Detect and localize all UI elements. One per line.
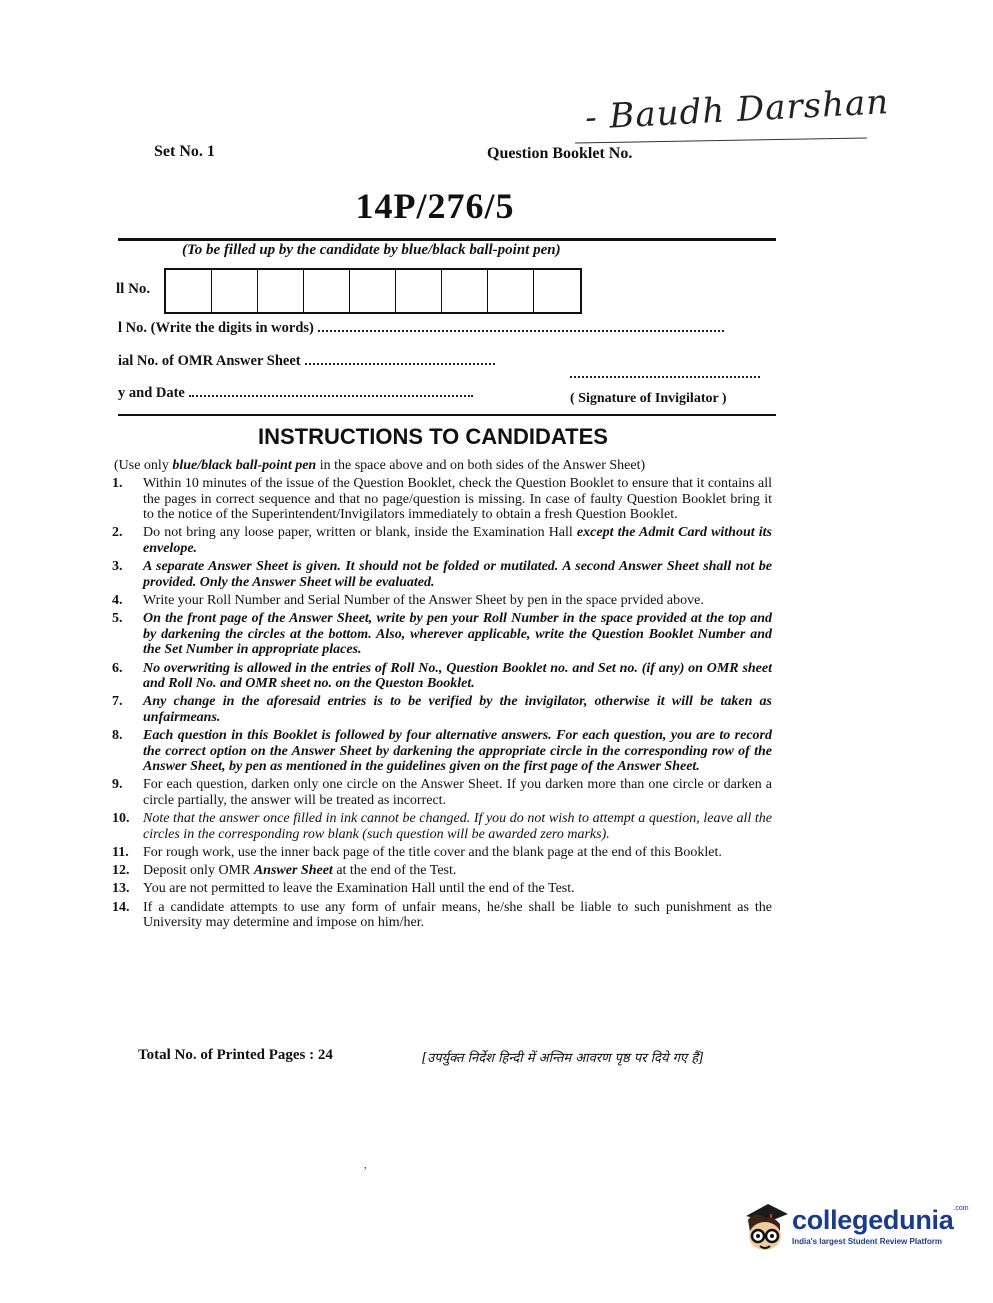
stray-mark: , xyxy=(364,1160,367,1171)
date-label: y and Date xyxy=(118,385,185,401)
date-row xyxy=(118,383,473,402)
instruction-text xyxy=(143,863,772,879)
instruction-number: 6. xyxy=(112,660,123,676)
instruction-text-after: at the end of the Test. xyxy=(332,863,457,879)
instruction-text-emphasis: Answer Sheet xyxy=(253,863,333,879)
roll-digit-box[interactable] xyxy=(442,270,488,312)
instruction-text: For each question, darken only one circle on the Answer Sheet. If you darken more than one circle or darken a circle partially, the answer will be treated as incorrect. xyxy=(143,777,772,809)
instruction-item xyxy=(112,811,772,842)
instruction-text: On the front page of the Answer Sheet, write by pen your Roll Number in the space provided at the top and by darkening the circles at the bottom. Also, wherever applicable, write the Question Booklet Number and the Set Number in appropriate places. xyxy=(143,611,772,658)
use-only-note xyxy=(114,458,774,474)
instruction-number: 11. xyxy=(112,845,129,860)
instruction-text: A separate Answer Sheet is given. It should not be folded or mutilated. A second Answer Sheet shall not be provided. Only the Answer Sheet will be evaluated. xyxy=(143,559,772,590)
logo-name: collegedunia xyxy=(792,1204,954,1235)
set-number: Set No. 1 xyxy=(154,143,215,160)
instruction-text-emphasis: except the Admit Card without its envelope. xyxy=(143,525,772,556)
handwritten-note: - Baudh Darshan xyxy=(584,82,891,138)
instruction-item xyxy=(112,728,772,775)
instruction-text: Any change in the aforesaid entries is to be verified by the invigilator, otherwise it will be taken as unfairmeans. xyxy=(143,694,772,725)
total-printed-pages: Total No. of Printed Pages : 24 xyxy=(138,1047,333,1063)
omr-serial-row xyxy=(118,351,495,370)
roll-digit-box[interactable] xyxy=(304,270,350,312)
instruction-item xyxy=(112,845,772,861)
instruction-item xyxy=(112,593,772,609)
question-booklet-number: Question Booklet No. xyxy=(487,145,633,162)
instruction-number: 13. xyxy=(112,881,130,897)
form-bottom-rule xyxy=(118,414,776,416)
logo-tagline: India's largest Student Review Platform xyxy=(792,1236,942,1246)
instructions-heading: INSTRUCTIONS TO CANDIDATES xyxy=(258,424,608,449)
date-field[interactable] xyxy=(189,383,473,397)
instruction-text: No overwriting is allowed in the entries of Roll No., Question Booklet no. and Set no. (if any) on OMR sheet and Roll No. and OMR sheet no. on the Queston Booklet. xyxy=(143,660,772,692)
instruction-number: 5. xyxy=(112,611,123,627)
instruction-text-plain: Do not bring any loose paper, written or blank, inside the Examination Hall xyxy=(143,525,577,541)
logo-suffix: .com xyxy=(953,1204,969,1212)
signature-field[interactable] xyxy=(570,368,760,378)
instruction-text: Write your Roll Number and Serial Number of the Answer Sheet by pen in the space prvided above. xyxy=(143,592,704,608)
roll-digit-box[interactable] xyxy=(534,270,580,312)
roll-digit-box[interactable] xyxy=(212,270,258,312)
roll-no-words-field[interactable] xyxy=(318,318,724,332)
instruction-item xyxy=(112,863,772,879)
instruction-item xyxy=(112,694,772,725)
roll-digit-box[interactable] xyxy=(350,270,396,312)
instruction-item xyxy=(112,881,772,897)
roll-digit-box[interactable] xyxy=(166,270,212,312)
instruction-number: 7. xyxy=(112,694,123,710)
instruction-text: Within 10 minutes of the issue of the Question Booklet, check the Question Booklet to ensure that it contains all the pages in correct sequence and that no page/question is missing. In case of faulty Question Booklet bring it to the notice of the Superintendent/Invigilators immediately to obtain a fresh Question Booklet. xyxy=(143,476,772,523)
fill-note: (To be filled up by the candidate by blue/black ball-point pen) xyxy=(182,242,561,258)
signature-label: ( Signature of Invigilator ) xyxy=(570,391,727,406)
instruction-text: For rough work, use the inner back page of the title cover and the blank page at the end of this Booklet. xyxy=(143,845,722,860)
instruction-text-plain: Deposit only OMR xyxy=(143,863,254,879)
paper-code: 14P/276/5 xyxy=(355,186,515,226)
instruction-number: 1. xyxy=(112,476,123,491)
instruction-number: 8. xyxy=(112,728,123,744)
instruction-item xyxy=(112,900,772,931)
roll-no-boxes[interactable] xyxy=(164,268,582,314)
handwritten-underline xyxy=(575,137,867,143)
use-only-suffix: in the space above and on both sides of the Answer Sheet) xyxy=(316,458,646,473)
use-only-prefix: (Use only xyxy=(114,458,173,473)
instruction-text: Each question in this Booklet is followed by four alternative answers. For each question, you are to record the correct option on the Answer Sheet by darkening the appropriate circle in the corresponding row of the Answer Sheet, by pen as mentioned in the guidelines given on the first page of the Answer Sheet. xyxy=(143,728,772,775)
instruction-number: 14. xyxy=(112,899,130,915)
instruction-number: 9. xyxy=(112,777,123,793)
form-top-rule xyxy=(118,238,776,241)
omr-serial-field[interactable] xyxy=(305,351,495,365)
instruction-text: If a candidate attempts to use any form of unfair means, he/she shall be liable to such punishment as the University may determine and impose on him/her. xyxy=(143,899,772,931)
instructions-list xyxy=(112,476,772,933)
roll-no-words-row xyxy=(118,318,724,337)
instruction-item xyxy=(112,476,772,523)
use-only-emphasis: blue/black ball-point pen xyxy=(172,458,317,473)
instruction-item xyxy=(112,777,772,808)
hindi-note: [उपर्युक्त निर्देश हिन्दी में अन्तिम आवरण पृष्ठ पर दिये गए हैं] xyxy=(422,1051,704,1066)
instruction-number: 4. xyxy=(112,592,123,608)
instruction-number: 12. xyxy=(112,863,130,879)
instruction-item xyxy=(112,661,772,692)
omr-serial-label: ial No. of OMR Answer Sheet xyxy=(118,353,301,369)
instruction-item xyxy=(112,525,772,556)
roll-no-label: ll No. xyxy=(116,281,151,297)
instruction-number: 3. xyxy=(112,559,123,575)
collegedunia-logo[interactable] xyxy=(740,1196,969,1254)
roll-no-words-label: l No. (Write the digits in words) xyxy=(118,320,314,336)
instruction-number: 10. xyxy=(112,811,130,827)
roll-digit-box[interactable] xyxy=(488,270,534,312)
mascot-icon xyxy=(740,1196,790,1254)
roll-digit-box[interactable] xyxy=(396,270,442,312)
logo-text xyxy=(792,1205,969,1246)
instruction-number: 2. xyxy=(112,525,123,541)
instruction-text: You are not permitted to leave the Examination Hall until the end of the Test. xyxy=(143,881,575,897)
instruction-text: Note that the answer once filled in ink cannot be changed. If you do not wish to attempt a question, leave all the circles in the corresponding row blank (such question will be awarded zero marks). xyxy=(143,811,772,842)
roll-digit-box[interactable] xyxy=(258,270,304,312)
instruction-item xyxy=(112,611,772,658)
instruction-item xyxy=(112,559,772,590)
instruction-text xyxy=(143,525,772,556)
